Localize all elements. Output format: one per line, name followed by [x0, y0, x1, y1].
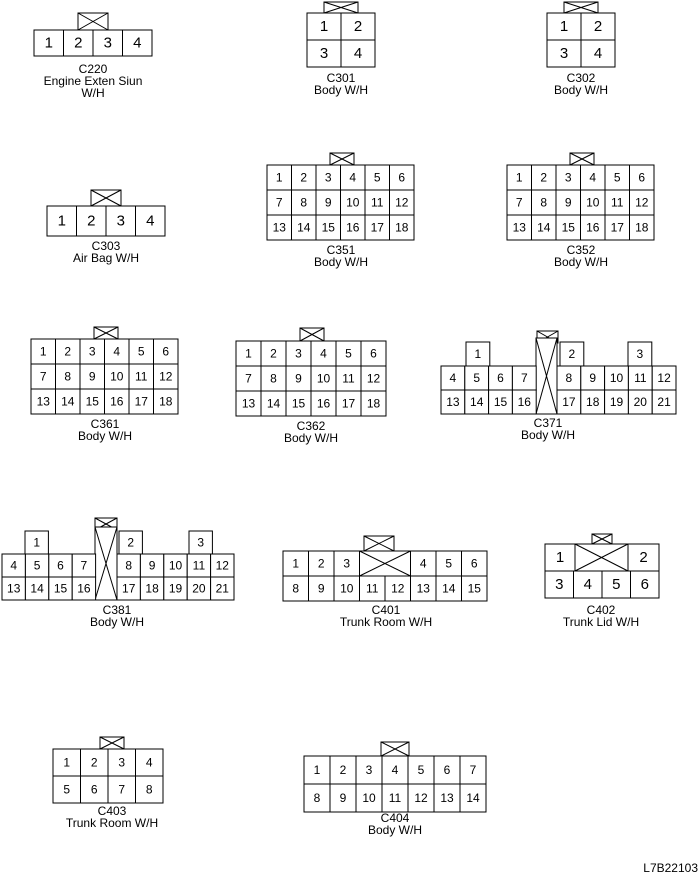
connector-c402: [545, 534, 659, 629]
pin-number: 5: [345, 346, 352, 361]
latch-icon: [78, 13, 108, 30]
pin-number: 2: [87, 212, 96, 230]
pin-number: 8: [145, 782, 153, 797]
pin-number: 4: [593, 45, 603, 62]
pin-number: 2: [639, 549, 648, 566]
connector-code: C402: [586, 603, 616, 617]
connector-code: C220: [78, 62, 108, 76]
pin-number: 5: [473, 371, 481, 385]
connector-c401: [283, 536, 487, 629]
connector-code: C404: [380, 811, 410, 825]
pin-number: 10: [168, 558, 183, 573]
pin-number: 4: [146, 212, 155, 230]
connector-caption: Body W/H: [367, 823, 423, 837]
pin-number: 11: [388, 791, 402, 805]
pin-number: 1: [33, 535, 41, 550]
connector-code: C302: [566, 71, 596, 85]
pin-number: 3: [324, 170, 332, 185]
pin-number: 14: [297, 220, 311, 235]
pin-number: 11: [634, 371, 647, 385]
pin-number: 12: [395, 195, 409, 210]
pin-number: 6: [90, 782, 98, 797]
connector-c381: [2, 518, 234, 629]
pin-number: 14: [266, 396, 281, 411]
pin-number: 10: [362, 791, 376, 805]
pin-number: 19: [168, 581, 183, 596]
pin-number: 4: [349, 170, 357, 185]
pin-number: 5: [445, 556, 453, 571]
pin-number: 4: [419, 556, 427, 571]
pin-number: 4: [320, 346, 327, 361]
pin-number: 4: [391, 763, 399, 777]
connector-caption: Body W/H: [553, 255, 609, 269]
pin-number: 8: [565, 371, 573, 385]
connector-c403: [53, 737, 163, 830]
pin-number: 12: [657, 371, 671, 385]
pin-number: 18: [395, 220, 409, 235]
connector-c303: [47, 190, 165, 265]
connector-code: C301: [326, 71, 356, 85]
connector-caption: Air Bag W/H: [72, 251, 140, 265]
pin-number: 1: [39, 344, 47, 359]
pin-number: 10: [340, 581, 354, 596]
pin-number: 10: [346, 195, 360, 210]
pin-number: 10: [609, 371, 624, 385]
pin-number: 9: [148, 558, 156, 573]
connector-c404: [304, 742, 486, 837]
pin-number: 1: [555, 549, 565, 566]
pin-number: 9: [317, 581, 325, 596]
pin-number: 1: [245, 346, 252, 361]
latch-icon: [324, 2, 358, 13]
pin-number: 17: [562, 395, 576, 409]
pin-number: 17: [610, 220, 624, 235]
pin-number: 17: [134, 394, 148, 409]
pin-number: 8: [313, 791, 321, 805]
pin-number: 7: [469, 763, 477, 777]
pin-number: 11: [192, 558, 206, 573]
pin-number: 2: [90, 755, 98, 770]
pin-number: 16: [586, 220, 600, 235]
pin-number: 2: [568, 347, 576, 361]
pin-number: 17: [122, 581, 136, 596]
pin-number: 17: [370, 220, 384, 235]
connector-c220: [34, 13, 152, 100]
pin-number: 3: [88, 344, 96, 359]
pin-number: 9: [324, 195, 332, 210]
pin-number: 1: [44, 34, 53, 52]
pin-number: 5: [137, 344, 145, 359]
pin-number: 6: [398, 170, 406, 185]
pin-number: 12: [159, 369, 173, 384]
pin-number: 7: [245, 371, 252, 386]
latch-icon: [330, 153, 354, 165]
pin-number: 4: [113, 344, 121, 359]
pin-number: 2: [270, 346, 277, 361]
latch-icon: [94, 327, 118, 339]
connector-code: C352: [566, 243, 596, 257]
pin-number: 20: [633, 395, 647, 409]
pin-number: 13: [7, 581, 21, 596]
pin-number: 8: [300, 195, 308, 210]
pin-number: 7: [80, 558, 88, 573]
pin-number: 18: [145, 581, 159, 596]
pin-number: 6: [640, 576, 649, 593]
pin-number: 20: [192, 581, 206, 596]
pin-number: 18: [366, 396, 381, 411]
pin-number: 3: [555, 576, 564, 593]
pin-number: 16: [110, 394, 124, 409]
latch-icon: [300, 328, 324, 341]
pin-number: 11: [371, 195, 384, 210]
latch-icon: [364, 536, 394, 551]
pin-number: 16: [316, 396, 331, 411]
connector-caption: Body W/H: [313, 255, 369, 269]
pin-number: 4: [133, 34, 142, 52]
pin-number: 21: [215, 581, 229, 596]
blank-cavity: [360, 551, 411, 576]
connector-caption: Body W/H: [283, 431, 339, 445]
pin-number: 15: [561, 220, 575, 235]
pin-number: 9: [589, 371, 597, 385]
pin-number: 3: [197, 535, 205, 550]
connector-code: C371: [533, 416, 563, 430]
connector-c361: [31, 327, 178, 443]
pin-number: 1: [559, 18, 569, 35]
connector-c362: [236, 328, 386, 445]
pin-number: 4: [589, 170, 597, 185]
pin-number: 7: [520, 371, 528, 385]
connector-code: C303: [91, 239, 121, 253]
pin-number: 12: [366, 371, 381, 386]
pin-number: 6: [497, 371, 504, 385]
pin-number: 4: [353, 45, 363, 62]
pin-number: 3: [343, 556, 351, 571]
pin-number: 1: [474, 347, 482, 361]
pin-number: 9: [564, 195, 572, 210]
pin-number: 10: [586, 195, 600, 210]
pin-number: 1: [275, 170, 283, 185]
pin-number: 7: [39, 369, 47, 384]
pin-number: 6: [470, 556, 478, 571]
pin-number: 1: [292, 556, 300, 571]
reference-code: L7B22103: [643, 861, 698, 875]
pin-number: 16: [346, 220, 360, 235]
connector-code: C401: [371, 603, 401, 617]
pin-number: 6: [57, 558, 64, 573]
pin-number: 2: [74, 34, 83, 52]
pin-number: 16: [77, 581, 91, 596]
connector-code: C351: [326, 243, 356, 257]
pin-number: 1: [313, 763, 321, 777]
pin-number: 13: [440, 791, 454, 805]
pin-number: 6: [162, 344, 170, 359]
pin-number: 6: [638, 170, 646, 185]
pin-number: 18: [586, 395, 600, 409]
latch-icon: [564, 2, 598, 13]
pin-number: 1: [57, 212, 66, 230]
pin-number: 5: [417, 763, 425, 777]
pin-number: 2: [300, 170, 308, 185]
connector-caption: Body W/H: [77, 429, 133, 443]
pin-number: 15: [291, 396, 306, 411]
latch-icon: [592, 534, 612, 544]
pin-number: 13: [36, 394, 50, 409]
pin-number: 12: [414, 791, 428, 805]
pin-number: 13: [512, 220, 526, 235]
pin-number: 3: [636, 347, 644, 361]
pin-number: 3: [118, 755, 126, 770]
pin-number: 5: [612, 576, 621, 593]
pin-number: 21: [657, 395, 671, 409]
pin-number: 2: [353, 18, 363, 35]
pin-number: 7: [118, 782, 126, 797]
pin-number: 2: [339, 763, 347, 777]
connector-caption: Engine Exten Siun: [43, 74, 143, 88]
pin-number: 5: [373, 170, 381, 185]
pin-number: 14: [442, 581, 456, 596]
pin-number: 3: [103, 34, 112, 52]
connector-caption: Body W/H: [553, 83, 609, 97]
pin-number: 19: [609, 395, 624, 409]
connector-caption: Body W/H: [520, 428, 576, 442]
connector-code: C361: [90, 417, 120, 431]
pin-number: 3: [365, 763, 373, 777]
pin-number: 9: [88, 369, 96, 384]
pin-number: 6: [370, 346, 377, 361]
pin-number: 1: [63, 755, 71, 770]
connector-caption: Trunk Room W/H: [339, 615, 433, 629]
latch-icon: [381, 742, 409, 756]
pin-number: 2: [593, 18, 603, 35]
pin-number: 8: [270, 371, 277, 386]
pin-number: 1: [319, 18, 329, 35]
connector-c302: [547, 2, 615, 97]
pin-number: 8: [125, 558, 133, 573]
pin-number: 9: [295, 371, 302, 386]
connector-code: C381: [102, 603, 132, 617]
pin-number: 12: [215, 558, 229, 573]
pin-number: 15: [467, 581, 481, 596]
pin-number: 4: [10, 558, 18, 573]
pin-number: 3: [295, 346, 302, 361]
pin-number: 3: [116, 212, 125, 230]
connector-caption: Trunk Lid W/H: [562, 615, 640, 629]
pin-number: 2: [317, 556, 325, 571]
blank-cavity: [536, 338, 557, 414]
pin-number: 8: [292, 581, 300, 596]
connector-c371: [441, 331, 676, 442]
connector-code: C403: [97, 804, 127, 818]
pin-number: 8: [540, 195, 548, 210]
connector-caption: W/H: [81, 86, 105, 100]
pin-number: 5: [63, 782, 71, 797]
pin-number: 14: [537, 220, 551, 235]
blank-cavity: [95, 527, 117, 600]
connector-caption: Trunk Room W/H: [65, 816, 159, 830]
blank-cavity: [575, 544, 628, 571]
latch-icon: [100, 737, 124, 749]
pin-number: 7: [515, 195, 523, 210]
pin-number: 7: [275, 195, 283, 210]
pin-number: 11: [135, 369, 148, 384]
pin-number: 17: [341, 396, 356, 411]
connector-caption: Body W/H: [313, 83, 369, 97]
pin-number: 2: [64, 344, 72, 359]
connector-c351: [267, 153, 414, 269]
pin-number: 18: [635, 220, 649, 235]
pin-number: 12: [391, 581, 405, 596]
pin-number: 13: [416, 581, 430, 596]
connector-code: C362: [296, 419, 326, 433]
pin-number: 1: [515, 170, 523, 185]
pin-number: 2: [540, 170, 548, 185]
pin-number: 4: [145, 755, 153, 770]
pin-number: 10: [110, 369, 124, 384]
pin-number: 10: [316, 371, 331, 386]
pin-number: 11: [611, 195, 624, 210]
pin-number: 14: [470, 395, 484, 409]
pin-number: 8: [64, 369, 72, 384]
pin-number: 9: [339, 791, 347, 805]
pin-number: 15: [53, 581, 68, 596]
pin-number: 3: [319, 45, 329, 62]
connector-caption: Body W/H: [89, 615, 145, 629]
pin-number: 4: [449, 371, 457, 385]
pin-number: 18: [159, 394, 173, 409]
pin-number: 3: [564, 170, 572, 185]
pin-number: 13: [446, 395, 460, 409]
pin-number: 11: [366, 581, 379, 596]
pin-number: 14: [30, 581, 44, 596]
pin-number: 13: [241, 396, 256, 411]
pin-number: 16: [517, 395, 531, 409]
pin-number: 4: [583, 576, 592, 593]
pin-number: 15: [493, 395, 508, 409]
pin-number: 12: [635, 195, 649, 210]
latch-icon: [570, 153, 594, 165]
pin-number: 6: [443, 763, 451, 777]
connector-c301: [307, 2, 375, 97]
pin-number: 2: [127, 535, 135, 550]
pin-number: 3: [559, 45, 569, 62]
latch-icon: [91, 190, 121, 206]
pin-number: 13: [272, 220, 286, 235]
pin-number: 5: [33, 558, 41, 573]
pin-number: 5: [613, 170, 621, 185]
pin-number: 15: [321, 220, 335, 235]
pin-number: 14: [61, 394, 75, 409]
pin-number: 14: [466, 791, 480, 805]
connector-c352: [507, 153, 654, 269]
pin-number: 11: [342, 371, 355, 386]
pin-number: 15: [85, 394, 99, 409]
